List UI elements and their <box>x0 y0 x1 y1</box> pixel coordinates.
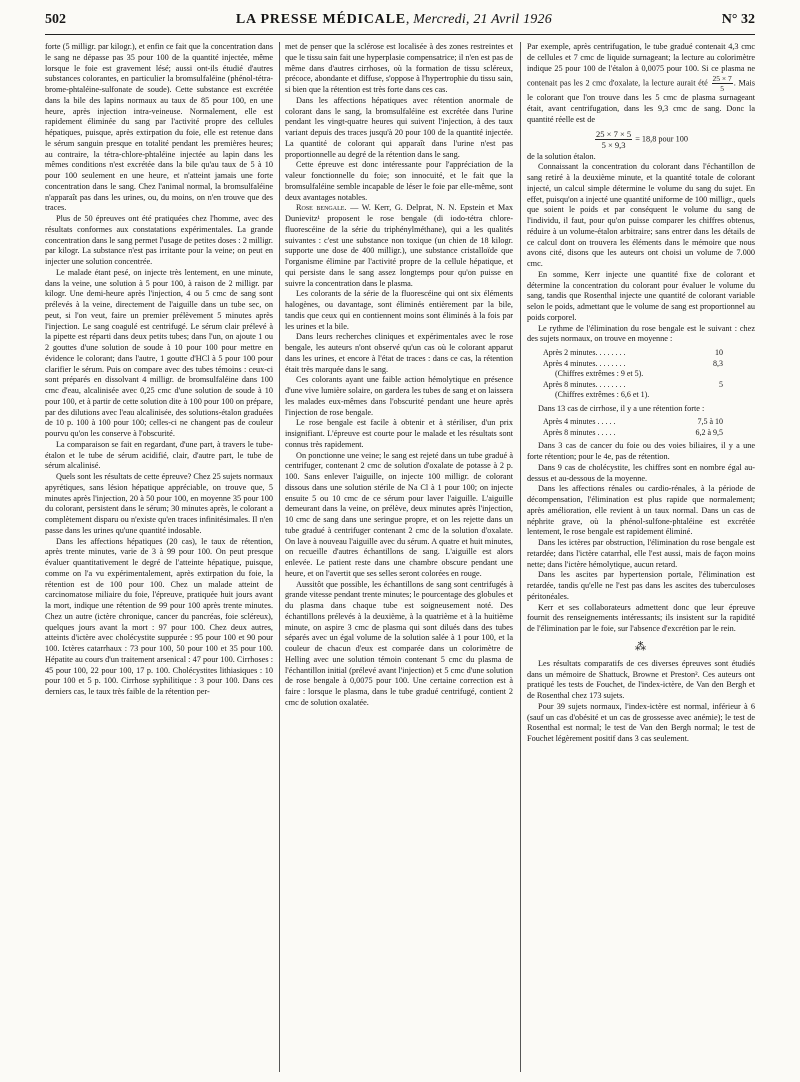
row-value: 7,5 à 10 <box>697 417 723 427</box>
equation-result: = 18,8 pour 100 <box>635 133 688 143</box>
equation-fraction <box>595 129 632 150</box>
row-value: 8,3 <box>713 358 723 368</box>
row-label: Après 8 minutes . . . . . <box>543 427 616 437</box>
fraction-denominator: 5 × 9,3 <box>601 139 626 150</box>
row-label: Après 4 minutes . . . . . <box>543 417 616 427</box>
paragraph: Dans les ascites par hypertension portale, l'élimination est retardée, tandis qu'elle ne l'est pas dans les ascites des tuberculoses péritonéales. <box>527 570 755 601</box>
paragraph: Dans les affections hépatiques (20 cas), le taux de rétention, après trente minutes, varie de 3 à 99 pour 100. On peut presque évaluer quantitativement le degré de l'atteinte hépatique, puisque, comme on l'a vu expérimentalement, après extirpation du foie, la rétention est de 100 pour 100. Chez un malade atteint de carcinomatose miliaire du foie, l'épreuve, pratiquée huit jours avant la mort, indique une rétention de 99 pour 100 après trente minutes. Chez un autre (ictère chronique, cancer du pancréas, foie scléreux), quelques jours avant la mort : 97 pour 100. Chez deux autres, atteints d'ictère avec cholécystite suppurée : 95 pour 100 et 90 pour 100. Ictères catarrhaux : 73 pour 100, 50 pour 100 et 35 pour 100. Hépatite au cours d'un traitement arsenical : 47 pour 100. Cirrhoses : 45 pour 100, 22 pour 100, 17 p. 100. Cholécystites lithiasiques : 10 pour 100 et 5 p. 100. Cirrhose syphilitique : 3 pour 100. Dans ces derniers cas, le taux très faible de la rétention per- <box>45 536 273 696</box>
table-row <box>543 380 755 391</box>
paragraph: On ponctionne une veine; le sang est rejeté dans un tube gradué à centrifuger, contenant 2 cmc de solution d'oxalate de potasse à 2 p. 100. Sans enlever l'aiguille, on injecte 100 milligr. de colorant dissous dans une solution stérile de Na Cl à 1 pour 100; on injecte ensuite 5 ou 10 cmc de ce sérum pour laver l'aiguille. L'aiguille demeurant dans la veine, on prélève, deux minutes après l'injection, 10 cmc de sang dans une seringue propre, et on les rejette dans un tube gradué à centrifuger contenant 2 cmc de la solution d'oxalate. On lave à nouveau l'aiguille avec du sérum. A quatre et huit minutes, on recueille d'autres échantillons de sang. L'aiguille est alors enlevée. Le patient reste dans une chambre obscure pendant une heure, et on l'avertit que ses selles seront colorées en rouge. <box>285 450 513 578</box>
table-note: (Chiffres extrêmes : 9 et 5). <box>555 369 644 378</box>
paragraph: Quels sont les résultats de cette épreuve? Chez 25 sujets normaux apyrétiques, sans lésion hépatique appréciable, on trouve que, 5 minutes après l'injection, 20 à 50 pour 100, en moyenne 35 pour 100 du colorant, persistent dans le sérum; 30 minutes après, le colorant a complètement disparu ou n'existe qu'en traces infinitésimales. Il n'en passe dans les urines qu'une quantité indosable. <box>45 472 273 535</box>
row-label: Après 8 minutes. . . . . . . . <box>543 379 626 389</box>
column-rule <box>520 42 521 1072</box>
page-number: 502 <box>45 12 66 27</box>
paragraph-text: Par exemple, après centrifugation, le tube gradué contenait 4,3 cmc de cellules et 7 cmc de liquide surnageant; la lecture au colorimètre indique 25 pour 100 de l'étalon à 0,0075 pour 100. Si ce plasma ne contenait pas les 2 cmc d'oxalate, la lecture aurait été <box>527 42 755 88</box>
equation <box>527 129 755 150</box>
issue-date: Mercredi, 21 Avril 1926 <box>413 12 552 27</box>
column-3 <box>527 42 755 1076</box>
paragraph: Dans 3 cas de cancer du foie ou des voies biliaires, il y a une forte rétention; pour le 4e, pas de rétention. <box>527 441 755 461</box>
paragraph: Dans les ictères par obstruction, l'élimination du rose bengale est retardée; dans l'ictère catarrhal, elle l'est aussi, mais de façon moins nette; dans l'ictère hémolytique, aucun retard. <box>527 538 755 569</box>
table-row <box>543 348 755 359</box>
column-rule <box>279 42 280 1072</box>
paragraph: Le rose bengale est facile à obtenir et à stériliser, d'un prix insignifiant. L'épreuve est courte pour le malade et les résultats sont connus très rapidement. <box>285 418 513 449</box>
column-1 <box>45 42 273 1076</box>
row-value: 5 <box>719 379 723 389</box>
section-heading: Rose bengale. <box>296 203 347 213</box>
table-row <box>543 359 755 370</box>
issue-number: N° 32 <box>721 12 755 27</box>
masthead: LA PRESSE MÉDICALE, Mercredi, 21 Avril 1926 <box>235 12 552 27</box>
row-label: Après 4 minutes. . . . . . . . <box>543 358 626 368</box>
paragraph: Aussitôt que possible, les échantillons de sang sont centrifugés à grande vitesse pendant trente minutes; le pourcentage des globules et du plasma dans chaque tube est soigneusement noté. Des échantillons prélevés à la deuxième, à la quatrième et à la huitième minute, on aspire 3 cmc de plasma qui sont dilués dans des tubes séparés avec un égal volume de la solution salée à 1 pour 100, et la couleur de chacun d'eux est comparée dans un colorimètre de Helling avec une solution témoin contenant 5 cmc du plasma de l'échantillon initial (prélevé avant l'injection) et 5 cmc d'une solution de rose bengale à 0,0075 pour 100. Une certaine correction est à faire : lorsque le plasma, dans le tube gradué centrifugé, contient 2 cmc de solution oxalatée. <box>285 579 513 707</box>
paragraph: Les colorants de la série de la fluorescéine qui ont six éléments halogènes, ou davantage, sont éliminés entièrement par la bile, tandis que ceux qui en contiennent moins sont éliminés à la fois par les urines et la bile. <box>285 289 513 331</box>
row-label: Après 2 minutes. . . . . . . . <box>543 348 626 357</box>
paragraph: Dans les affections hépatiques avec rétention anormale de colorant dans le sang, la bromsulfaléine est excrétée dans l'urine pendant les vingt-quatre heures qui suivent l'injection, à des taux variant depuis des traces jusqu'à 20 pour 100 de la quantité injectée. La quantité de colorant qui apparaît dans l'urine n'est pas proportionnelle au degré de la rétention dans le sang. <box>285 95 513 159</box>
paragraph: Dans leurs recherches cliniques et expérimentales avec le rose bengale, les auteurs n'ont observé qu'un cas où le colorant apparut dans les urines, et encore à l'état de traces : dans ce cas, la rétention était très marquée dans le sang. <box>285 332 513 374</box>
paragraph: Plus de 50 épreuves ont été pratiquées chez l'homme, avec des résultats conformes aux constatations expérimentales. La grande concentration dans le sang permet l'usage de petites doses : 2 milligr. par kilogr. La substance n'est pas irritante pour la veine; on peut en injecter une solution concentrée. <box>45 214 273 266</box>
paragraph: Connaissant la concentration du colorant dans l'échantillon de sang retiré à la deuxième minute, et la quantité totale de colorant injecté, un calcul simple détermine le volume du sang du sujet. En effet, puisqu'on a injecté une quantité uniforme de 100 milligr., quels que soient le poids et par conséquent le volume du sang de l'individu, il faut, pour qu'on puisse comparer les chiffres obtenus, réduire à un volume-étalon arbitraire; sans entrer dans les détails de ce calcul dont on trouvera les éléments dans le mémoire que nous avons cité, disons que les auteurs ont choisi un volume de 7.000 cmc. <box>527 162 755 268</box>
section-separator-asterism: ⁂ <box>635 640 647 653</box>
table-row <box>543 428 755 439</box>
paragraph: Kerr et ses collaborateurs admettent donc que leur épreuve fournit des renseignements intéressants; ils insistent sur la rapidité de l'élimination par le foie, sur l'absence d'excrétion par le rein. <box>527 602 755 633</box>
paragraph: de la solution étalon. <box>527 151 596 161</box>
fraction-denominator: 5 <box>720 84 724 94</box>
paragraph: Les résultats comparatifs de ces diverses épreuves sont étudiés dans un mémoire de Shattuck, Browne et Preston². Ces auteurs ont pratiqué les tests de Fouchet, de l'index-ictère, de Van den Bergh et de Rosenthal chez 173 sujets. <box>527 658 755 700</box>
row-value: 6,2 à 9,5 <box>695 427 723 437</box>
paragraph: Dans 13 cas de cirrhose, il y a une rétention forte : <box>538 403 705 413</box>
paragraph-text: . Mais le colorant que l'on trouve dans les 5 cmc de plasma surnageant était, avant centrifugation, dans les 9,3 cmc de sang. Donc la quantité réelle est de <box>527 78 755 124</box>
paragraph: Pour 39 sujets normaux, l'index-ictère est normal, inférieur à 6 (sauf un cas d'obésité et un cas de grossesse avec anémie); le test de Rosenthal est normal; le test de Van den Bergh normal; le test de Fouchet légèrement positif dans 3 cas seulement. <box>527 701 755 743</box>
fraction-numerator: 25 × 7 <box>712 74 732 84</box>
paragraph: Le malade étant pesé, on injecte très lentement, en une minute, dans la veine, une solution à 5 pour 100, à raison de 2 milligr. par kilogr. Une demi-heure après l'injection, 4 ou 5 cmc de sang sont prélevés à la veine, directement de l'aiguille dans un tube sec, on peut, si l'on veut, faire un premier prélèvement 5 minutes après l'injection. Le sang coagulé est centrifugé. Le sérum clair prélevé à la pipette est réparti dans deux petits tubes; dans l'un, on ajoute 1 ou 2 gouttes d'une solution de soude à 10 pour 100 pour mettre en évidence le colorant; dans l'autre, 1 goutte d'HCl à 5 pour 100 pour clarifier le sérum. Puis on compare avec des tubes témoins : ceux-ci sont préparés en dissolvant 4 milligr. de bromsulfaléine dans 100 cmc d'eau, alcalinisée avec 0,25 cmc d'une solution de soude à 10 pour 100, et à partir de cette solution dite à 100 pour 100 on prépare, par des dilutions avec l'eau alcalinisée, des solutions-étalon graduées de 10 p. 100 à 100 pour 100; celles-ci ne changent pas de couleur pourvu qu'on les conserve à l'obscurité. <box>45 267 273 438</box>
journal-title: LA PRESSE MÉDICALE <box>235 12 406 27</box>
paragraph: Dans 9 cas de cholécystite, les chiffres sont en nombre égal au-dessus et au-dessous de la moyenne. <box>527 462 755 483</box>
paragraph: Dans les affections rénales ou cardio-rénales, à la période de décompensation, l'élimination est plus rapide que normalement; après amélioration, elle revient à un taux normal. Dans un cas de néphrite grave, où la phénol-sulfone-phtaléine est excrétée lentement, le rose bengale est rapidement éliminé. <box>527 484 755 537</box>
paragraph-text: — W. Kerr, G. Delprat, N. N. Epstein et Max Dunievitz¹ proposent le rose bengale (di iodo-tétra chlore-fluorescéine de la série du triphénylméthane), qui a les qualités suivantes : c'est une substance non toxique (un chien de 18 kilogr. supporte une dose de 400 milligr.), une substance cristalloïde que l'organisme élimine par l'activité propre de la cellule hépatique, et qui persiste dans le sang assez longtemps pour qu'on puisse en suivre la concentration dans le plasma. <box>285 203 513 288</box>
table-note: (Chiffres extrêmes : 6,6 et 1). <box>555 390 650 399</box>
paragraph: forte (5 milligr. par kilogr.), et enfin ce fait que la concentration dans le sang ne dépasse pas 35 pour 100 de la quantité injectée, même lorsque le foie est gravement lésé; aussi ont-ils étudié d'autres substances colorantes, en particulier la bromsulfaléine (phénol-tétra-brome-phtaléine-sulfonate de soude). Cette substance est excrétée dans la bile des lapins normaux au taux de 85 pour 100, en une heure, après injection intra-veineuse. Normalement, elle est rapidement éliminée du sang par l'activité propre des cellules hépatiques, puisque, après extirpation du foie, elle est retenue dans le sérum sanguin presque en totalité pendant les premières heures; au contraire, la tétra-chlore-phtaléine injectée au lapin dans les mêmes conditions n'est excrétée dans la bile qu'au taux de 5 à 10 pour 100 seulement en une heure, et n'atteint jamais une forte concentration dans le sang. Chez l'animal normal, la bromsulfaléine n'apparaît pas dans les urines, ou, du moins, on n'en trouve que des traces. <box>45 42 273 213</box>
paragraph: met de penser que la sclérose est localisée à des zones restreintes et que le tissu sain fait une hyperplasie compensatrice; il n'en est pas de même dans d'autres cirrhoses, où la formation de tissu scléreux, précoce, abondante et diffuse, s'oppose à l'hypertrophie du tissu sain, si bien que la rétention est très forte dans ces cas. <box>285 42 513 94</box>
elimination-table-normal <box>543 348 755 401</box>
column-2 <box>285 42 513 1076</box>
inline-fraction <box>712 74 733 93</box>
row-value: 10 <box>715 348 723 357</box>
paragraph: La comparaison se fait en regardant, d'une part, à travers le tube-étalon et le tube de sérum acidifié, clair, d'autre part, le tube de sérum alcalinisé. <box>45 439 273 471</box>
paragraph: Ces colorants ayant une faible action hémolytique en présence d'une vive lumière solaire, on gardera les tubes de sang et on laissera les malades eux-mêmes dans l'obscurité pendant une heure après l'injection de rose bengale. <box>285 375 513 417</box>
paragraph: En somme, Kerr injecte une quantité fixe de colorant et détermine la concentration du colorant pour évaluer le volume du sang, tandis que Rosenthal injecte une quantité de colorant variable selon le poids, admettant que le volume de sang est proportionnel au poids corporel. <box>527 269 755 322</box>
paragraph: Le rythme de l'élimination du rose bengale est le suivant : chez des sujets normaux, on trouve en moyenne : <box>527 323 755 344</box>
page-header <box>45 12 755 35</box>
fraction-numerator: 25 × 7 × 5 <box>596 128 632 139</box>
paragraph: Cette épreuve est donc intéressante pour l'appréciation de la valeur fonctionnelle du foie; son innocuité, et le fait que la bromsulfaléine semble incapable de léser le foie par elle-même, sont deux avantages notables. <box>285 160 513 202</box>
paragraph-with-formula <box>527 42 755 126</box>
elimination-table-cirrhosis <box>543 417 755 438</box>
section-paragraph-rose-bengale <box>285 203 513 289</box>
table-row <box>543 417 755 428</box>
